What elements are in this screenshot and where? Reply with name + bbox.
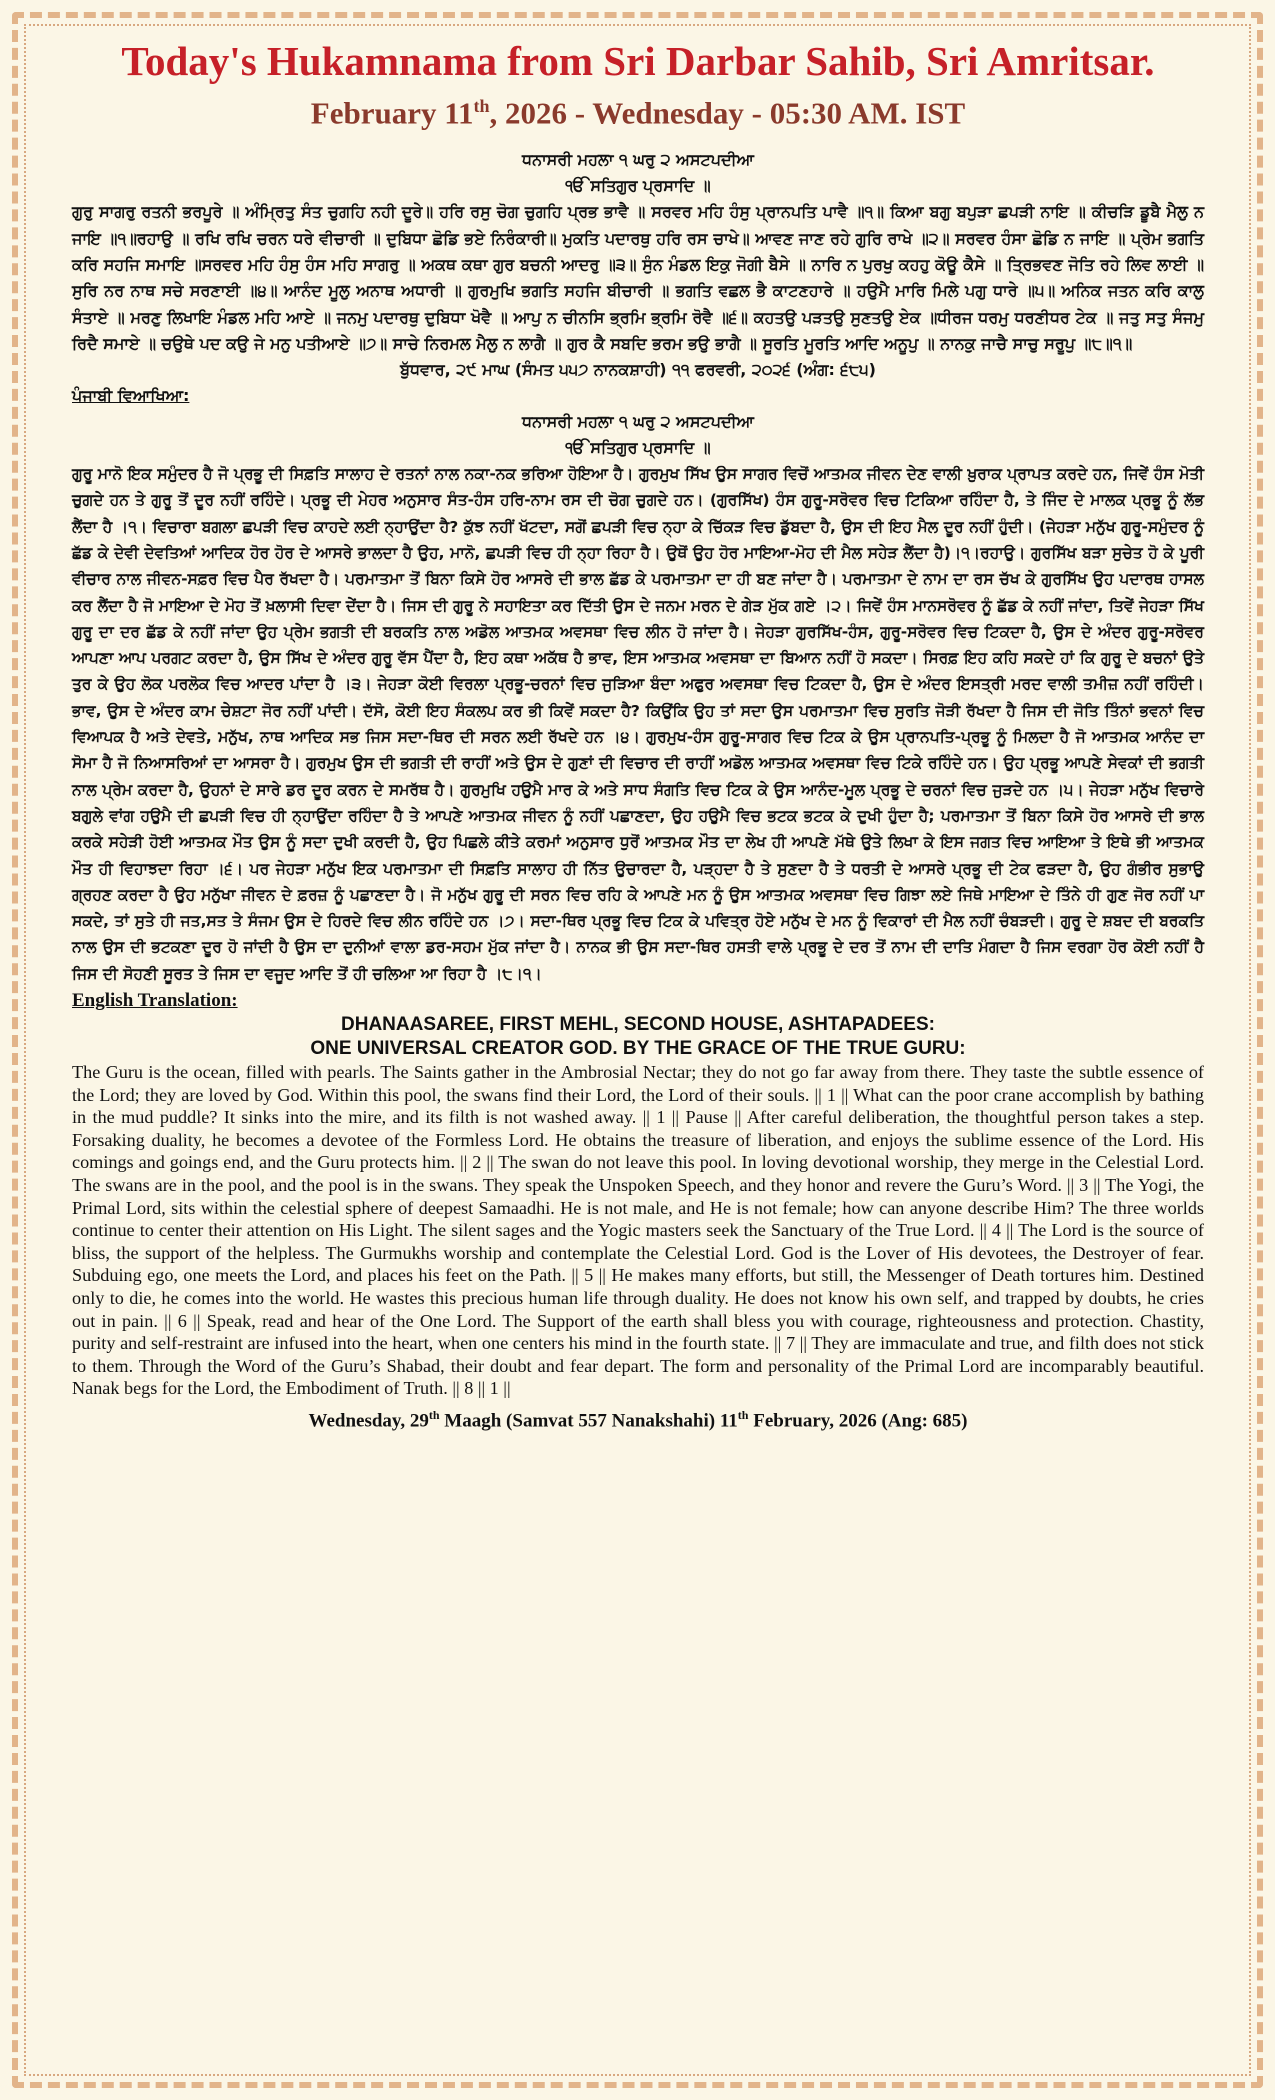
date-rest: , 2026 - Wednesday - 05:30 AM. IST xyxy=(489,95,966,131)
english-translation: The Guru is the ocean, filled with pearls. The Saints gather in the Ambrosial Nectar; they do not go far away from there. They taste the subtle essence of the Lord; they are loved by God. Within this pool, the swans find their Lord, the Lord of their souls. || 1 || What can the poor crane accomplish by bathing in the mud puddle? It sinks into the mire, and its filth is not washed away. || 1 || Pause || After careful deliberation, the thoughtful person takes a step. Forsaking duality, he becomes a devotee of the Formless Lord. He obtains the treasure of liberation, and enjoys the sublime essence of the Lord. His comings and goings end, and the Guru protects him. || 2 || The swan do not leave this pool. In loving devotional worship, they merge in the Celestial Lord. The swans are in the pool, and the pool is in the swans. They speak the Unspoken Speech, and they honor and revere the Guru’s Word. || 3 || The Yogi, the Primal Lord, sits within the celestial sphere of deepest Samaadhi. He is not male, and He is not female; how can anyone describe Him? The three worlds continue to center their attention on His Light. The silent sages and the Yogic masters seek the Sanctuary of the True Lord. || 4 || The Lord is the source of bliss, the support of the helpless. The Gurmukhs worship and contemplate the Celestial Lord. God is the Lover of His devotees, the Destroyer of fear. Subduing ego, one meets the Lord, and places his feet on the Path. || 5 || He makes many efforts, but still, the Messenger of Death tortures him. Destined only to die, he comes into the world. He wastes this precious human life through duality. He does not know his own self, and trapped by doubts, he cries out in pain. || 6 || Speak, read and hear of the One Lord. The Support of the earth shall bless you with courage, righteousness and protection. Chastity, purity and self-restraint are infused into the heart, when one centers his mind in the fourth state. || 7 || They are immaculate and true, and filth does not stick to them. Through the Word of the Guru’s Shabad, their doubt and fear depart. The form and personality of the Primal Lord are incomparably beautiful. Nanak begs for the Lord, the Embodiment of Truth. || 8 || 1 || xyxy=(72,1062,1204,1399)
page-title: Today's Hukamnama from Sri Darbar Sahib, Sri Amritsar. xyxy=(121,38,1155,84)
footer-sup-1: th xyxy=(428,1407,440,1422)
punjabi-heading-1: ਧਨਾਸਰੀ ਮਹਲਾ ੧ ਘਰੁ ੨ ਅਸਟਪਦੀਆ xyxy=(522,412,754,432)
date-line xyxy=(72,86,1204,133)
shabad-text: ਗੁਰੁ ਸਾਗਰੁ ਰਤਨੀ ਭਰਪੂਰੇ ॥ ਅੰਮ੍ਰਿਤੁ ਸੰਤ ਚੁਗਹਿ ਨਹੀ ਦੂਰੇ॥ ਹਰਿ ਰਸੁ ਚੋਗ ਚੁਗਹਿ ਪ੍ਰਭ ਭਾਵੈ ॥ ਸਰਵਰ ਮਹਿ ਹੰਸੁ ਪ੍ਰਾਨਪਤਿ ਪਾਵੈ ॥੧॥ ਕਿਆ ਬਗੁ ਬਪੁੜਾ ਛਪੜੀ ਨਾਇ ॥ ਕੀਚੜਿ ਡੂਬੈ ਮੈਲੁ ਨ ਜਾਇ ॥੧॥ਰਹਾਉ ॥ ਰਖਿ ਰਖਿ ਚਰਨ ਧਰੇ ਵੀਚਾਰੀ ॥ ਦੁਬਿਧਾ ਛੋਡਿ ਭਏ ਨਿਰੰਕਾਰੀ॥ ਮੁਕਤਿ ਪਦਾਰਥੁ ਹਰਿ ਰਸ ਚਾਖੇ॥ ਆਵਣ ਜਾਣ ਰਹੇ ਗੁਰਿ ਰਾਖੇ ॥੨॥ ਸਰਵਰ ਹੰਸਾ ਛੋਡਿ ਨ ਜਾਇ ॥ ਪ੍ਰੇਮ ਭਗਤਿ ਕਰਿ ਸਹਜਿ ਸਮਾਇ ॥ਸਰਵਰ ਮਹਿ ਹੰਸੁ ਹੰਸ ਮਹਿ ਸਾਗਰੁ ॥ ਅਕਥ ਕਥਾ ਗੁਰ ਬਚਨੀ ਆਦਰੁ ॥੩॥ ਸੁੰਨ ਮੰਡਲ ਇਕੁ ਜੋਗੀ ਬੈਸੇ ॥ ਨਾਰਿ ਨ ਪੁਰਖੁ ਕਹਹੁ ਕੋਊ ਕੈਸੇ ॥ ਤ੍ਰਿਭਵਣ ਜੋਤਿ ਰਹੇ ਲਿਵ ਲਾਈ ॥ ਸੁਰਿ ਨਰ ਨਾਥ ਸਚੇ ਸਰਣਾਈ ॥੪॥ ਆਨੰਦ ਮੂਲੁ ਅਨਾਥ ਅਧਾਰੀ ॥ ਗੁਰਮੁਖਿ ਭਗਤਿ ਸਹਜਿ ਬੀਚਾਰੀ ॥ ਭਗਤਿ ਵਛਲ ਭੈ ਕਾਟਣਹਾਰੇ ॥ ਹਉਮੈ ਮਾਰਿ ਮਿਲੇ ਪਗੁ ਧਾਰੇ ॥੫॥ ਅਨਿਕ ਜਤਨ ਕਰਿ ਕਾਲੁ ਸੰਤਾਏ ॥ ਮਰਣੁ ਲਿਖਾਇ ਮੰਡਲ ਮਹਿ ਆਏ ॥ ਜਨਮੁ ਪਦਾਰਥੁ ਦੁਬਿਧਾ ਖੋਵੈ ॥ ਆਪੁ ਨ ਚੀਨਸਿ ਭ੍ਰਮਿ ਭ੍ਰਮਿ ਰੋਵੈ ॥੬॥ ਕਹਤਉ ਪੜਤਉ ਸੁਣਤਉ ਏਕ ॥ਧੀਰਜ ਧਰਮੁ ਧਰਣੀਧਰ ਟੇਕ ॥ ਜਤੁ ਸਤੁ ਸੰਜਮੁ ਰਿਦੈ ਸਮਾਏ ॥ ਚਉਥੇ ਪਦ ਕਉ ਜੇ ਮਨੁ ਪਤੀਆਏ ॥੭॥ ਸਾਚੇ ਨਿਰਮਲ ਮੈਲੁ ਨ ਲਾਗੈ ॥ ਗੁਰ ਕੈ ਸਬਦਿ ਭਰਮ ਭਉ ਭਾਗੈ ॥ ਸੂਰਤਿ ਮੂਰਤਿ ਆਦਿ ਅਨੂਪੁ ॥ ਨਾਨਕੁ ਜਾਚੈ ਸਾਚੁ ਸਰੂਪੁ ॥੮॥੧॥ xyxy=(72,202,1204,353)
english-heading-2: ONE UNIVERSAL CREATOR GOD. BY THE GRACE OF THE TRUE GURU: xyxy=(310,1038,966,1060)
content-area xyxy=(72,36,1204,1434)
footer-sup-2: th xyxy=(737,1407,749,1422)
date-suffix: th xyxy=(473,96,490,116)
english-date-footer xyxy=(72,1402,1204,1434)
english-section-label: English Translation: xyxy=(72,990,238,1012)
shabad-date-line: ਬੁੱਧਵਾਰ, ੨੯ ਮਾਘ (ਸੰਮਤ ੫੫੭ ਨਾਨਕਸ਼ਾਹੀ) ੧੧ ਫਰਵਰੀ, ੨੦੨੬ (ਅੰਗ: ੬੮੫) xyxy=(400,360,876,380)
footer-part-b: Maagh (Samvat 557 Nanakshahi) 11 xyxy=(439,1410,738,1432)
date-day: February 11 xyxy=(310,95,474,131)
punjabi-explanation: ਗੁਰੂ ਮਾਨੋ ਇਕ ਸਮੁੰਦਰ ਹੈ ਜੋ ਪ੍ਰਭੂ ਦੀ ਸਿਫ਼ਤਿ ਸਾਲਾਹ ਦੇ ਰਤਨਾਂ ਨਾਲ ਨਕਾ-ਨਕ ਭਰਿਆ ਹੋਇਆ ਹੈ। ਗੁਰਮੁਖ ਸਿੱਖ ਉਸ ਸਾਗਰ ਵਿਚੋਂ ਆਤਮਕ ਜੀਵਨ ਦੇਣ ਵਾਲੀ ਖ਼ੁਰਾਕ ਪ੍ਰਾਪਤ ਕਰਦੇ ਹਨ, ਜਿਵੇਂ ਹੰਸ ਮੋਤੀ ਚੁਗਦੇ ਹਨ ਤੇ ਗੁਰੂ ਤੋਂ ਦੂਰ ਨਹੀਂ ਰਹਿੰਦੇ। ਪ੍ਰਭੂ ਦੀ ਮੇਹਰ ਅਨੁਸਾਰ ਸੰਤ-ਹੰਸ ਹਰਿ-ਨਾਮ ਰਸ ਦੀ ਚੋਗ ਚੁਗਦੇ ਹਨ। (ਗੁਰਸਿੱਖ) ਹੰਸ ਗੁਰੂ-ਸਰੋਵਰ ਵਿਚ ਟਿਕਿਆ ਰਹਿੰਦਾ ਹੈ, ਤੇ ਜਿੰਦ ਦੇ ਮਾਲਕ ਪ੍ਰਭੂ ਨੂੰ ਲੱਭ ਲੈਂਦਾ ਹੈ ।੧। ਵਿਚਾਰਾ ਬਗਲਾ ਛਪੜੀ ਵਿਚ ਕਾਹਦੇ ਲਈ ਨ੍ਹਾਉਂਦਾ ਹੈ? ਕੁੱਝ ਨਹੀਂ ਖੱਟਦਾ, ਸਗੋਂ ਛਪੜੀ ਵਿਚ ਨ੍ਹਾ ਕੇ ਚਿੱਕੜ ਵਿਚ ਡੁੱਬਦਾ ਹੈ, ਉਸ ਦੀ ਇਹ ਮੈਲ ਦੂਰ ਨਹੀਂ ਹੁੰਦੀ। (ਜੇਹੜਾ ਮਨੁੱਖ ਗੁਰੂ-ਸਮੁੰਦਰ ਨੂੰ ਛੱਡ ਕੇ ਦੇਵੀ ਦੇਵਤਿਆਂ ਆਦਿਕ ਹੋਰ ਹੋਰ ਦੇ ਆਸਰੇ ਭਾਲਦਾ ਹੈ ਉਹ, ਮਾਨੋ, ਛਪੜੀ ਵਿਚ ਹੀ ਨ੍ਹਾ ਰਿਹਾ ਹੈ। ਉਥੋਂ ਉਹ ਹੋਰ ਮਾਇਆ-ਮੋਹ ਦੀ ਮੈਲ ਸਹੇੜ ਲੈਂਦਾ ਹੈ)।੧।ਰਹਾਉ। ਗੁਰਸਿੱਖ ਬੜਾ ਸੁਚੇਤ ਹੋ ਕੇ ਪੂਰੀ ਵੀਚਾਰ ਨਾਲ ਜੀਵਨ-ਸਫ਼ਰ ਵਿਚ ਪੈਰ ਰੱਖਦਾ ਹੈ। ਪਰਮਾਤਮਾ ਤੋਂ ਬਿਨਾ ਕਿਸੇ ਹੋਰ ਆਸਰੇ ਦੀ ਭਾਲ ਛੱਡ ਕੇ ਪਰਮਾਤਮਾ ਦਾ ਹੀ ਬਣ ਜਾਂਦਾ ਹੈ। ਪਰਮਾਤਮਾ ਦੇ ਨਾਮ ਦਾ ਰਸ ਚੱਖ ਕੇ ਗੁਰਸਿੱਖ ਉਹ ਪਦਾਰਥ ਹਾਸਲ ਕਰ ਲੈਂਦਾ ਹੈ ਜੋ ਮਾਇਆ ਦੇ ਮੋਹ ਤੋਂ ਖ਼ਲਾਸੀ ਦਿਵਾ ਦੇਂਦਾ ਹੈ। ਜਿਸ ਦੀ ਗੁਰੂ ਨੇ ਸਹਾਇਤਾ ਕਰ ਦਿੱਤੀ ਉਸ ਦੇ ਜਨਮ ਮਰਨ ਦੇ ਗੇੜ ਮੁੱਕ ਗਏ ।੨। ਜਿਵੇਂ ਹੰਸ ਮਾਨਸਰੋਵਰ ਨੂੰ ਛੱਡ ਕੇ ਨਹੀਂ ਜਾਂਦਾ, ਤਿਵੇਂ ਜੇਹੜਾ ਸਿੱਖ ਗੁਰੂ ਦਾ ਦਰ ਛੱਡ ਕੇ ਨਹੀਂ ਜਾਂਦਾ ਉਹ ਪ੍ਰੇਮ ਭਗਤੀ ਦੀ ਬਰਕਤਿ ਨਾਲ ਅਡੋਲ ਆਤਮਕ ਅਵਸਥਾ ਵਿਚ ਲੀਨ ਹੋ ਜਾਂਦਾ ਹੈ। ਜੇਹੜਾ ਗੁਰਸਿੱਖ-ਹੰਸ, ਗੁਰੂ-ਸਰੋਵਰ ਵਿਚ ਟਿਕਦਾ ਹੈ, ਉਸ ਦੇ ਅੰਦਰ ਗੁਰੂ-ਸਰੋਵਰ ਆਪਣਾ ਆਪ ਪਰਗਟ ਕਰਦਾ ਹੈ, ਉਸ ਸਿੱਖ ਦੇ ਅੰਦਰ ਗੁਰੂ ਵੱਸ ਪੈਂਦਾ ਹੈ, ਇਹ ਕਥਾ ਅਕੱਥ ਹੈ ਭਾਵ, ਇਸ ਆਤਮਕ ਅਵਸਥਾ ਦਾ ਬਿਆਨ ਨਹੀਂ ਹੋ ਸਕਦਾ। ਸਿਰਫ਼ ਇਹ ਕਹਿ ਸਕਦੇ ਹਾਂ ਕਿ ਗੁਰੂ ਦੇ ਬਚਨਾਂ ਉਤੇ ਤੁਰ ਕੇ ਉਹ ਲੋਕ ਪਰਲੋਕ ਵਿਚ ਆਦਰ ਪਾਂਦਾ ਹੈ ।੩। ਜੇਹੜਾ ਕੋਈ ਵਿਰਲਾ ਪ੍ਰਭੂ-ਚਰਨਾਂ ਵਿਚ ਜੁੜਿਆ ਬੰਦਾ ਅਫੁਰ ਅਵਸਥਾ ਵਿਚ ਟਿਕਦਾ ਹੈ, ਉਸ ਦੇ ਅੰਦਰ ਇਸਤ੍ਰੀ ਮਰਦ ਵਾਲੀ ਤਮੀਜ਼ ਨਹੀਂ ਰਹਿੰਦੀ। ਭਾਵ, ਉਸ ਦੇ ਅੰਦਰ ਕਾਮ ਚੇਸ਼ਟਾ ਜੋਰ ਨਹੀਂ ਪਾਂਦੀ। ਦੱਸੋ, ਕੋਈ ਇਹ ਸੰਕਲਪ ਕਰ ਭੀ ਕਿਵੇਂ ਸਕਦਾ ਹੈ? ਕਿਉਂਕਿ ਉਹ ਤਾਂ ਸਦਾ ਉਸ ਪਰਮਾਤਮਾ ਵਿਚ ਸੁਰਤਿ ਜੋੜੀ ਰੱਖਦਾ ਹੈ ਜਿਸ ਦੀ ਜੋਤਿ ਤਿੰਨਾਂ ਭਵਨਾਂ ਵਿਚ ਵਿਆਪਕ ਹੈ ਅਤੇ ਦੇਵਤੇ, ਮਨੁੱਖ, ਨਾਥ ਆਦਿਕ ਸਭ ਜਿਸ ਸਦਾ-ਥਿਰ ਦੀ ਸਰਨ ਲਈ ਰੱਖਦੇ ਹਨ ।੪। ਗੁਰਮੁਖ-ਹੰਸ ਗੁਰੂ-ਸਾਗਰ ਵਿਚ ਟਿਕ ਕੇ ਉਸ ਪ੍ਰਾਨਪਤਿ-ਪ੍ਰਭੂ ਨੂੰ ਮਿਲਦਾ ਹੈ ਜੋ ਆਤਮਕ ਆਨੰਦ ਦਾ ਸੋਮਾ ਹੈ ਜੋ ਨਿਆਸਰਿਆਂ ਦਾ ਆਸਰਾ ਹੈ। ਗੁਰਮੁਖ ਉਸ ਦੀ ਭਗਤੀ ਦੀ ਰਾਹੀਂ ਅਤੇ ਉਸ ਦੇ ਗੁਣਾਂ ਦੀ ਵਿਚਾਰ ਦੀ ਰਾਹੀਂ ਅਡੋਲ ਆਤਮਕ ਅਵਸਥਾ ਵਿਚ ਟਿਕੇ ਰਹਿੰਦੇ ਹਨ। ਉਹ ਪ੍ਰਭੂ ਆਪਣੇ ਸੇਵਕਾਂ ਦੀ ਭਗਤੀ ਨਾਲ ਪ੍ਰੇਮ ਕਰਦਾ ਹੈ, ਉਹਨਾਂ ਦੇ ਸਾਰੇ ਡਰ ਦੂਰ ਕਰਨ ਦੇ ਸਮਰੱਥ ਹੈ। ਗੁਰਮੁਖਿ ਹਉਮੈ ਮਾਰ ਕੇ ਅਤੇ ਸਾਧ ਸੰਗਤਿ ਵਿਚ ਟਿਕ ਕੇ ਉਸ ਆਨੰਦ-ਮੂਲ ਪ੍ਰਭੂ ਦੇ ਚਰਨਾਂ ਵਿਚ ਜੁੜਦੇ ਹਨ ।੫। ਜੇਹੜਾ ਮਨੁੱਖ ਵਿਚਾਰੇ ਬਗੁਲੇ ਵਾਂਗ ਹਉਮੈ ਦੀ ਛਪੜੀ ਵਿਚ ਹੀ ਨ੍ਹਾਉਂਦਾ ਰਹਿੰਦਾ ਹੈ ਤੇ ਆਪਣੇ ਆਤਮਕ ਜੀਵਨ ਨੂੰ ਨਹੀਂ ਪਛਾਣਦਾ, ਉਹ ਹਉਮੈ ਵਿਚ ਭਟਕ ਭਟਕ ਕੇ ਦੁਖੀ ਹੁੰਦਾ ਹੈ; ਪਰਮਾਤਮਾ ਤੋਂ ਬਿਨਾ ਕਿਸੇ ਹੋਰ ਆਸਰੇ ਦੀ ਭਾਲ ਕਰਕੇ ਸਹੇੜੀ ਹੋਈ ਆਤਮਕ ਮੌਤ ਉਸ ਨੂੰ ਸਦਾ ਦੁਖੀ ਕਰਦੀ ਹੈ, ਉਹ ਪਿਛਲੇ ਕੀਤੇ ਕਰਮਾਂ ਅਨੁਸਾਰ ਧੁਰੋਂ ਆਤਮਕ ਮੌਤ ਦਾ ਲੇਖ ਹੀ ਆਪਣੇ ਮੱਥੇ ਉਤੇ ਲਿਖਾ ਕੇ ਇਸ ਜਗਤ ਵਿਚ ਆਇਆ ਤੇ ਇਥੇ ਭੀ ਆਤਮਕ ਮੌਤ ਹੀ ਵਿਹਾਝਦਾ ਰਿਹਾ ।੬। ਪਰ ਜੇਹੜਾ ਮਨੁੱਖ ਇਕ ਪਰਮਾਤਮਾ ਦੀ ਸਿਫ਼ਤਿ ਸਾਲਾਹ ਹੀ ਨਿੱਤ ਉਚਾਰਦਾ ਹੈ, ਪੜ੍ਹਦਾ ਹੈ ਤੇ ਸੁਣਦਾ ਹੈ ਤੇ ਧਰਤੀ ਦੇ ਆਸਰੇ ਪ੍ਰਭੂ ਦੀ ਟੇਕ ਫੜਦਾ ਹੈ, ਉਹ ਗੰਭੀਰ ਸੁਭਾਉ ਗ੍ਰਹਣ ਕਰਦਾ ਹੈ ਉਹ ਮਨੁੱਖਾ ਜੀਵਨ ਦੇ ਫ਼ਰਜ਼ ਨੂੰ ਪਛਾਣਦਾ ਹੈ। ਜੋ ਮਨੁੱਖ ਗੁਰੂ ਦੀ ਸਰਨ ਵਿਚ ਰਹਿ ਕੇ ਆਪਣੇ ਮਨ ਨੂੰ ਉਸ ਆਤਮਕ ਅਵਸਥਾ ਵਿਚ ਗਿਝਾ ਲਏ ਜਿਥੇ ਮਾਇਆ ਦੇ ਤਿੰਨੇ ਹੀ ਗੁਣ ਜੋਰ ਨਹੀਂ ਪਾ ਸਕਦੇ, ਤਾਂ ਸੁਤੇ ਹੀ ਜਤ,ਸਤ ਤੇ ਸੰਜਮ ਉਸ ਦੇ ਹਿਰਦੇ ਵਿਚ ਲੀਨ ਰਹਿੰਦੇ ਹਨ ।੭। ਸਦਾ-ਥਿਰ ਪ੍ਰਭੂ ਵਿਚ ਟਿਕ ਕੇ ਪਵਿਤ੍ਰ ਹੋਏ ਮਨੁੱਖ ਦੇ ਮਨ ਨੂੰ ਵਿਕਾਰਾਂ ਦੀ ਮੈਲ ਨਹੀਂ ਚੰਬੜਦੀ। ਗੁਰੂ ਦੇ ਸ਼ਬਦ ਦੀ ਬਰਕਤਿ ਨਾਲ ਉਸ ਦੀ ਭਟਕਣਾ ਦੂਰ ਹੋ ਜਾਂਦੀ ਹੈ ਉਸ ਦਾ ਦੁਨੀਆਂ ਵਾਲਾ ਡਰ-ਸਹਮ ਮੁੱਕ ਜਾਂਦਾ ਹੈ। ਨਾਨਕ ਭੀ ਉਸ ਸਦਾ-ਥਿਰ ਹਸਤੀ ਵਾਲੇ ਪ੍ਰਭੂ ਦੇ ਦਰ ਤੋਂ ਨਾਮ ਦੀ ਦਾਤਿ ਮੰਗਦਾ ਹੈ ਜਿਸ ਵਰਗਾ ਹੋਰ ਕੋਈ ਨਹੀਂ ਹੈ ਜਿਸ ਦੀ ਸੋਹਣੀ ਸੂਰਤ ਤੇ ਜਿਸ ਦਾ ਵਜੂਦ ਆਦਿ ਤੋਂ ਹੀ ਚਲਿਆ ਆ ਰਿਹਾ ਹੈ ।੮।੧। xyxy=(72,465,1204,983)
footer-part-a: Wednesday, 29 xyxy=(308,1410,429,1432)
punjabi-section-label: ਪੰਜਾਬੀ ਵਿਆਖਿਆ: xyxy=(72,386,190,406)
shabad-heading-1: ਧਨਾਸਰੀ ਮਹਲਾ ੧ ਘਰੁ ੨ ਅਸਟਪਦੀਆ xyxy=(522,150,754,170)
punjabi-heading-2: ੴ ਸਤਿਗੁਰ ਪ੍ਰਸਾਦਿ ॥ xyxy=(565,438,711,458)
footer-part-c: February, 2026 (Ang: 685) xyxy=(748,1410,968,1432)
english-heading-1: DHANAASAREE, FIRST MEHL, SECOND HOUSE, ASHTAPADEES: xyxy=(341,1014,935,1036)
shabad-heading-2: ੴ ਸਤਿਗੁਰ ਪ੍ਰਸਾਦਿ ॥ xyxy=(565,176,711,196)
